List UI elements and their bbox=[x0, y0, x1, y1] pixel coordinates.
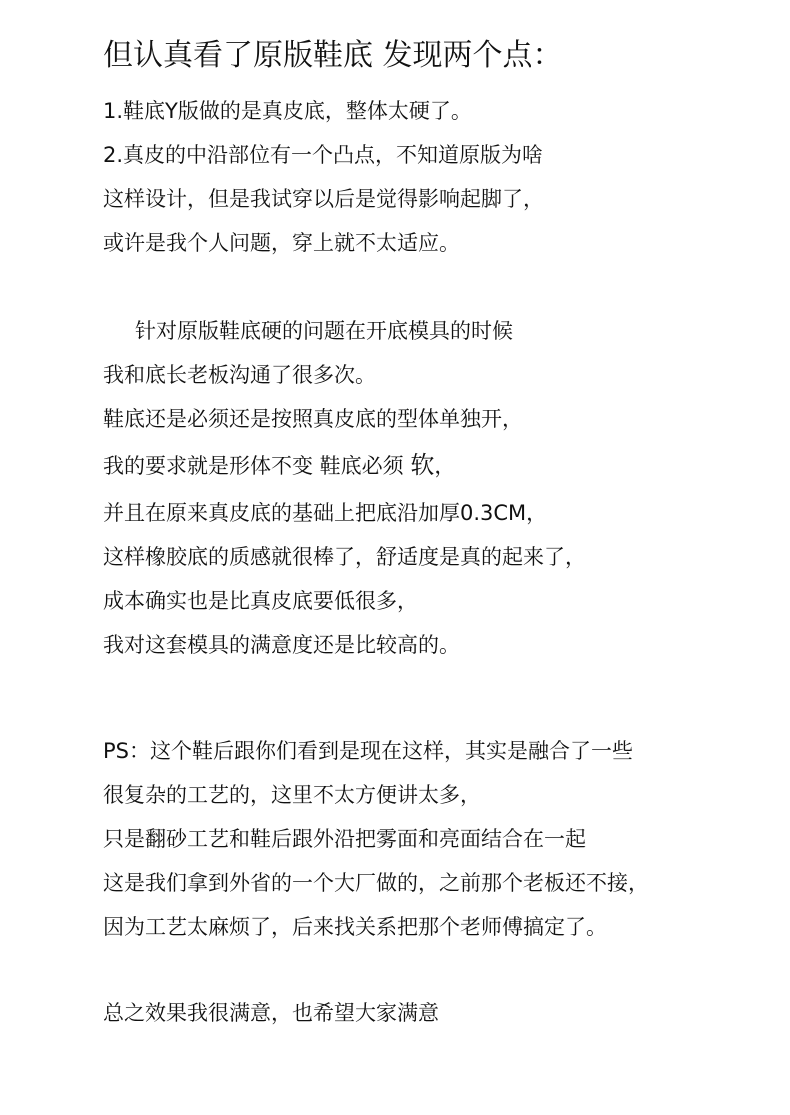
line-text: 我的要求就是形体不变 鞋底必须 bbox=[103, 454, 411, 478]
paragraph-line: 因为工艺太麻烦了，后来找关系把那个老师傅搞定了。 bbox=[103, 915, 607, 939]
paragraph-line bbox=[103, 450, 455, 481]
paragraph-line: PS：这个鞋后跟你们看到是现在这样，其实是融合了一些 bbox=[103, 739, 633, 763]
page-title: 但认真看了原版鞋底 发现两个点： bbox=[103, 38, 563, 73]
emphasized-word: 软 bbox=[410, 451, 435, 479]
paragraph-line: 只是翻砂工艺和鞋后跟外沿把雾面和亮面结合在一起 bbox=[103, 827, 586, 851]
paragraph-line: 这是我们拿到外省的一个大厂做的，之前那个老板还不接， bbox=[103, 871, 649, 895]
paragraph-line: 成本确实也是比真皮底要低很多， bbox=[103, 589, 418, 613]
paragraph-line: 1.鞋底Y版做的是真皮底，整体太硬了。 bbox=[103, 99, 472, 123]
paragraph-line: 针对原版鞋底硬的问题在开底模具的时候 bbox=[135, 319, 513, 343]
closing-line: 总之效果我很满意，也希望大家满意 bbox=[103, 1001, 439, 1025]
paragraph-line: 很复杂的工艺的，这里不太方便讲太多， bbox=[103, 783, 481, 807]
paragraph-line: 2.真皮的中沿部位有一个凸点，不知道原版为啥 bbox=[103, 143, 544, 167]
paragraph-line: 或许是我个人问题，穿上就不太适应。 bbox=[103, 231, 460, 255]
line-text: ， bbox=[434, 454, 456, 478]
paragraph-line: 鞋底还是必须还是按照真皮底的型体单独开， bbox=[103, 407, 523, 431]
paragraph-line: 我和底长老板沟通了很多次。 bbox=[103, 363, 376, 387]
paragraph-line: 这样橡胶底的质感就很棒了，舒适度是真的起来了， bbox=[103, 545, 586, 569]
paragraph-line: 这样设计，但是我试穿以后是觉得影响起脚了， bbox=[103, 187, 544, 211]
paragraph-line: 并且在原来真皮底的基础上把底沿加厚0.3CM， bbox=[103, 501, 548, 525]
paragraph-line: 我对这套模具的满意度还是比较高的。 bbox=[103, 633, 460, 657]
